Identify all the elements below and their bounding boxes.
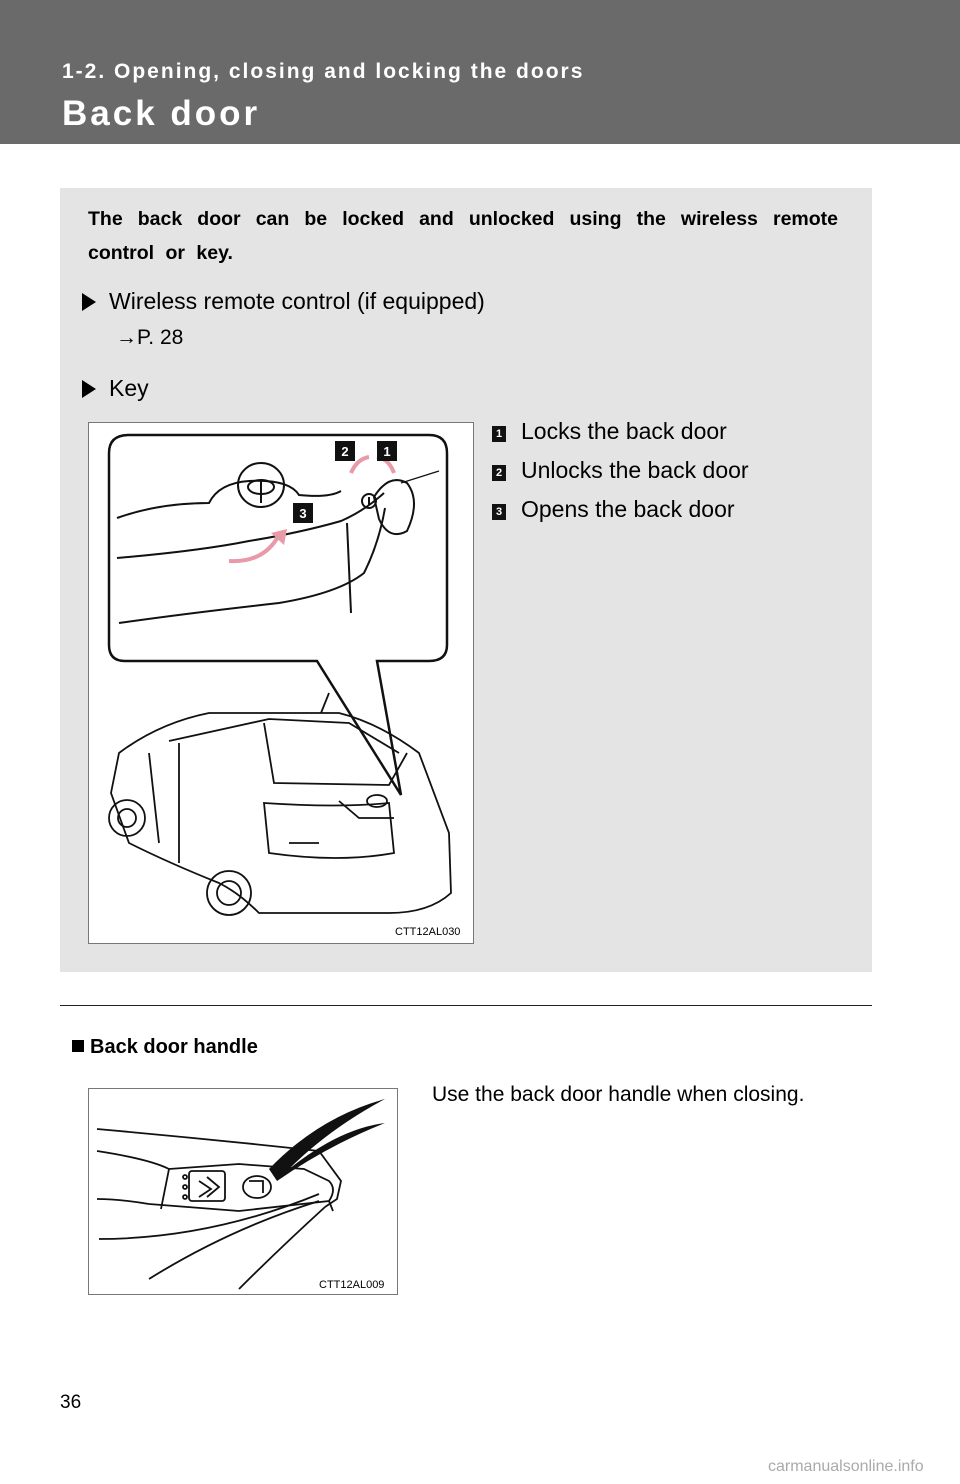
back-door-key-diagram: [89, 423, 474, 944]
back-door-handle-diagram: [89, 1089, 398, 1295]
callout-3: [293, 503, 313, 523]
svg-text:3: 3: [299, 506, 307, 521]
handle-illustration: [88, 1088, 398, 1295]
callout-2: [335, 441, 355, 461]
method-key-label: Key: [109, 375, 149, 401]
legend-unlock-text: Unlocks the back door: [521, 457, 749, 483]
watermark: carmanualsonline.info: [768, 1458, 924, 1475]
handle-figure-code: CTT12AL009: [319, 1279, 385, 1291]
callout-1: [377, 441, 397, 461]
triangle-bullet-icon: [82, 380, 96, 398]
number-3-icon: 3: [492, 504, 506, 520]
method-remote: [82, 288, 485, 315]
page-number: 36: [60, 1392, 82, 1413]
legend-open-text: Opens the back door: [521, 496, 735, 522]
legend-lock-text: Locks the back door: [521, 418, 727, 444]
number-2-icon: 2: [492, 465, 506, 481]
triangle-bullet-icon: [82, 293, 96, 311]
figure-code: CTT12AL030: [395, 926, 461, 938]
number-1-icon: 1: [492, 426, 506, 442]
method-remote-label: Wireless remote control (if equipped): [109, 288, 485, 314]
handle-heading: [72, 1036, 258, 1059]
svg-text:2: 2: [341, 444, 349, 459]
page-header: [0, 0, 960, 144]
legend-open: [492, 496, 735, 523]
legend-unlock: [492, 457, 749, 484]
handle-heading-text: Back door handle: [90, 1036, 258, 1058]
square-bullet-icon: [72, 1040, 84, 1052]
svg-text:1: 1: [383, 444, 391, 459]
handle-instruction: Use the back door handle when closing.: [432, 1083, 805, 1106]
method-key: [82, 375, 149, 402]
intro-text: The back door can be locked and unlocked using the wireless remote control or key.: [88, 208, 838, 264]
page-reference[interactable]: →P. 28: [116, 326, 184, 349]
legend-lock: [492, 418, 727, 445]
key-illustration: [88, 422, 474, 944]
section-label: 1-2. Opening, closing and locking the doors: [62, 60, 585, 83]
page-title: Back door: [62, 94, 261, 133]
car-illustration: [109, 693, 451, 915]
section-divider: [60, 1005, 872, 1006]
